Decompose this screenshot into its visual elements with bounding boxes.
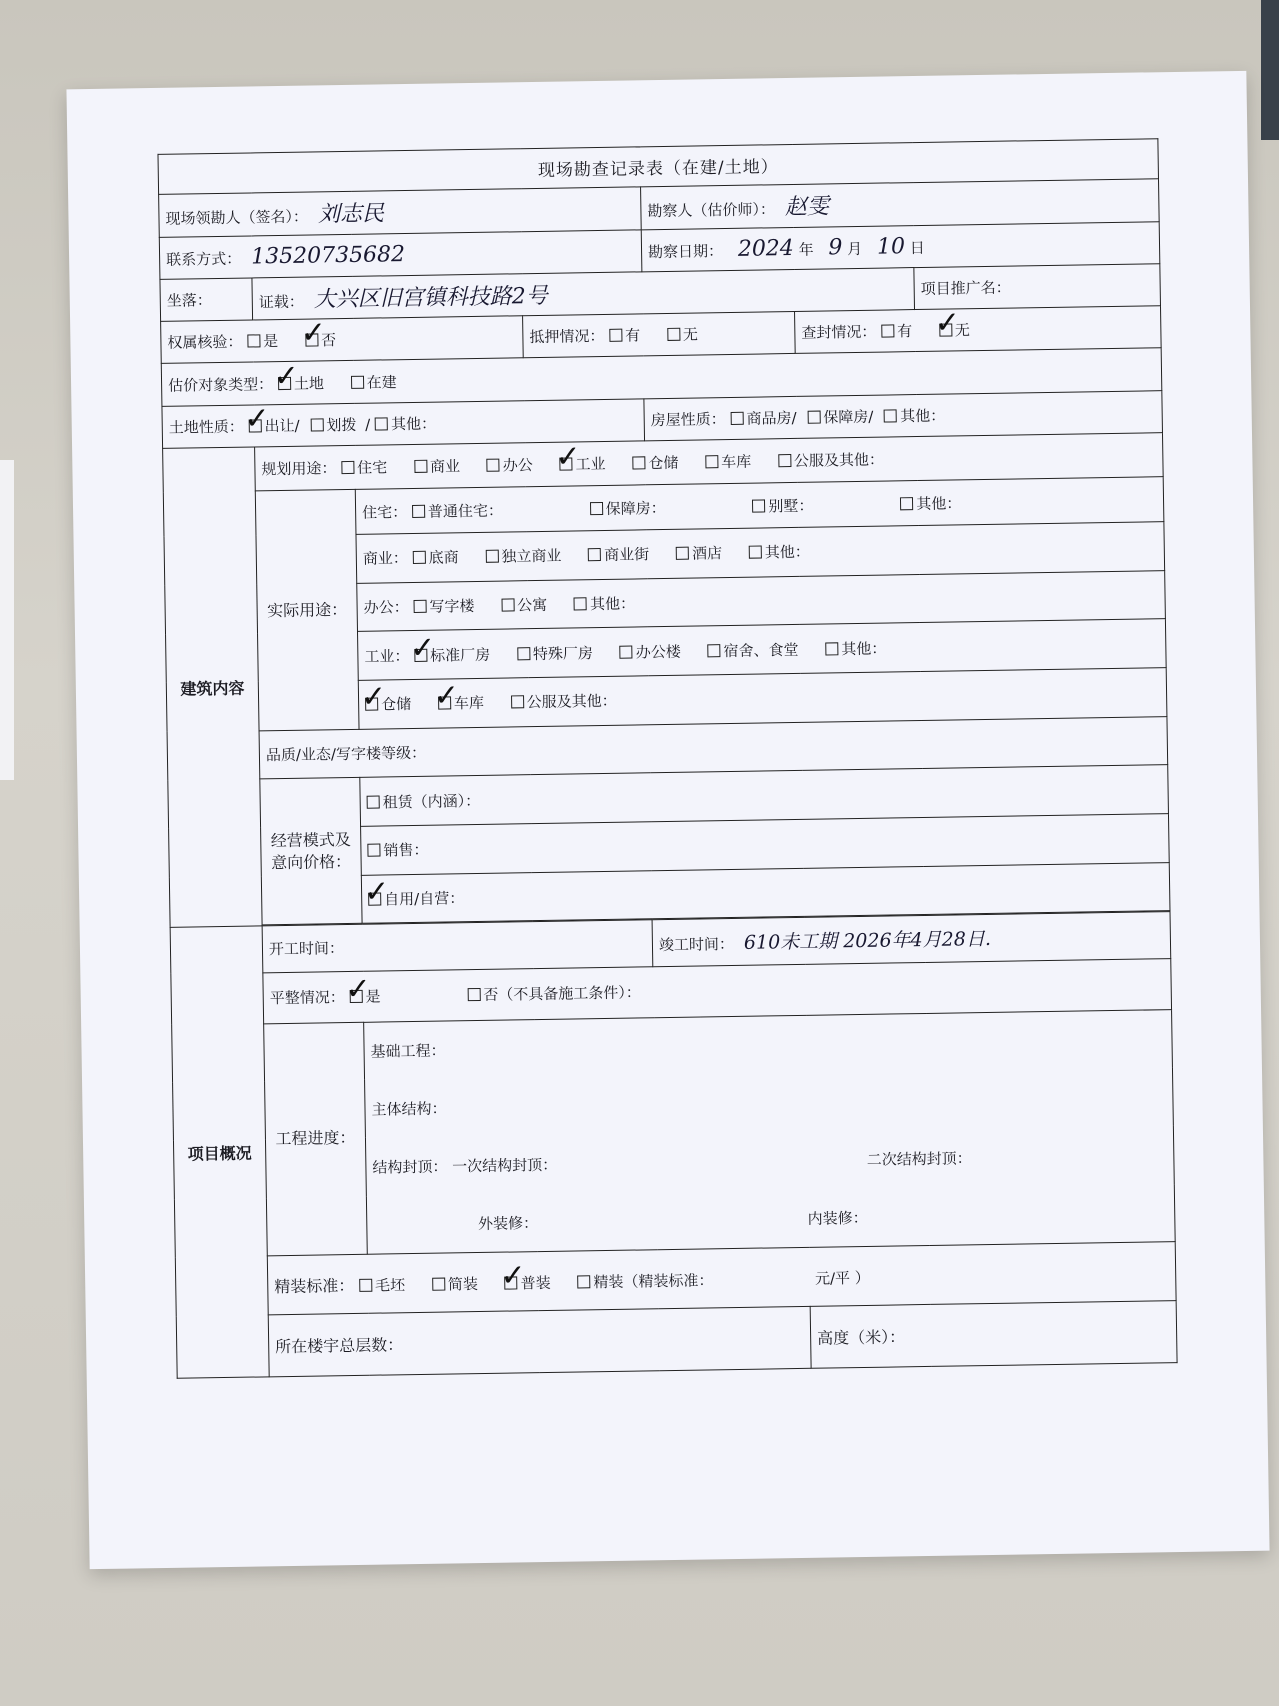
option-label: 底商 (428, 548, 459, 567)
mortgage-has-label: 有 (625, 326, 641, 345)
day-unit: 日 (909, 238, 925, 257)
end-time-field[interactable] (652, 912, 1171, 967)
rights-cell (161, 316, 524, 364)
lead-person-label: 现场领勘人（签名）： (165, 207, 309, 229)
checkbox-icon (485, 550, 498, 563)
checkbox-icon (939, 324, 952, 337)
mortgage-has-option[interactable] (609, 325, 640, 346)
residential-villa-option[interactable] (752, 494, 813, 516)
first-topping-label: 一次结构封顶： (452, 1155, 558, 1176)
finish-standard-option[interactable] (504, 1272, 550, 1294)
form-table (157, 138, 1177, 1379)
rights-no-option[interactable] (305, 329, 336, 350)
object-type-label: 估价对象类型： (167, 374, 274, 395)
rights-yes-option[interactable] (247, 330, 278, 351)
checkbox-icon (577, 1275, 590, 1288)
promo-name-label: 项目推广名： (920, 278, 1011, 298)
lead-person-cell[interactable] (159, 187, 642, 237)
checkbox-icon (349, 990, 362, 1003)
option-label: 否（不具备施工条件）： (483, 983, 641, 1005)
year-unit: 年 (798, 240, 814, 259)
finish-rough-option[interactable] (359, 1274, 405, 1296)
floors-field[interactable] (268, 1307, 811, 1377)
option-label: 公寓 (517, 595, 548, 615)
seal-cell (795, 306, 1162, 354)
checkbox-icon (749, 546, 762, 559)
option-label: 简装 (447, 1274, 479, 1294)
option-label: 办公 (502, 456, 533, 475)
office-apartment-option[interactable] (501, 594, 547, 616)
finish-fine-option[interactable] (577, 1269, 713, 1292)
survey-year: 2024 (737, 235, 795, 262)
land-nature-cell (162, 399, 645, 449)
land-nature-label: 土地性质： (168, 417, 244, 437)
start-time-label: 开工时间： (268, 939, 345, 959)
seal-none-option[interactable] (939, 319, 970, 340)
height-field[interactable] (810, 1301, 1177, 1368)
option-label: 其他： (916, 494, 962, 513)
option-label: 普装 (520, 1273, 551, 1293)
option-label: 商业 (429, 457, 461, 476)
promo-name-cell[interactable] (914, 264, 1161, 310)
planned-office-option[interactable] (487, 454, 533, 476)
option-label: 公服及其他： (793, 450, 885, 471)
option-label: 酒店 (691, 544, 723, 563)
checkbox-icon (432, 1277, 445, 1290)
checkbox-icon (807, 410, 820, 423)
interior-label: 内装修： (807, 1208, 868, 1228)
option-label: 普通住宅： (427, 501, 504, 521)
option-label: 公服及其他： (526, 691, 617, 712)
checkbox-icon (501, 598, 514, 611)
industrial-label: 工业： (364, 646, 410, 666)
house-commercial-label: 商品房/ (746, 408, 797, 428)
quality-field[interactable]: 品质/业态/写字楼等级： (259, 716, 1168, 779)
checkbox-icon (413, 551, 426, 564)
house-commercial-option[interactable] (730, 407, 796, 429)
option-label: 毛坯 (374, 1276, 406, 1295)
start-time-field[interactable] (262, 920, 653, 973)
residential-normal-option[interactable] (412, 499, 503, 521)
finish-simple-option[interactable] (432, 1273, 478, 1295)
second-topping-label: 二次结构封顶： (866, 1149, 972, 1169)
mortgage-cell (523, 312, 796, 359)
storage-option[interactable] (365, 693, 411, 715)
section-building-content: 建筑内容 (163, 447, 263, 928)
survey-form (157, 138, 1176, 1379)
industrial-standard-option[interactable] (414, 643, 490, 665)
option-label: 标准厂房 (430, 645, 491, 665)
seal-has-label: 有 (897, 322, 913, 341)
desk-background-right (1261, 0, 1279, 140)
survey-day: 10 (876, 233, 906, 260)
checkbox-icon (620, 645, 633, 658)
leveling-no-option[interactable] (467, 982, 641, 1006)
checkbox-icon (438, 697, 451, 710)
land-other-option[interactable] (375, 413, 436, 435)
option-label: 自用/自营： (384, 889, 465, 909)
actual-use-label: 实际用途： (255, 490, 359, 731)
topping-label: 结构封顶： (372, 1157, 448, 1177)
checkbox-icon (375, 417, 388, 430)
seal-none-label: 无 (954, 321, 971, 340)
option-label: 租赁（内涵）： (382, 791, 481, 811)
appraiser-signature: 赵雯 (784, 194, 830, 221)
paper-sheet (66, 71, 1269, 1569)
option-label: 是 (365, 987, 381, 1006)
house-nature-label: 房屋性质： (650, 409, 726, 430)
option-label: 其他： (764, 542, 810, 562)
checkbox-icon (368, 892, 381, 905)
option-label: 其他： (589, 594, 636, 614)
checkbox-icon (414, 648, 427, 661)
end-time-label: 竣工时间： (658, 935, 735, 955)
option-label: 工业 (575, 455, 606, 474)
commercial-street-option[interactable] (588, 543, 649, 565)
checkbox-icon (413, 600, 426, 613)
checkbox-icon (365, 698, 378, 711)
option-label: 特殊厂房 (532, 643, 594, 663)
planned-use-label: 规划用途： (261, 459, 337, 479)
lease-option[interactable] (367, 789, 481, 812)
cert-address: 大兴区旧宫镇科技路2号 (313, 283, 548, 313)
checkbox-icon (609, 329, 622, 342)
section-project-overview: 项目概况 (170, 926, 269, 1378)
rights-label: 权属核验： (167, 332, 243, 353)
commercial-standalone-option[interactable] (485, 545, 561, 567)
sale-option[interactable] (367, 839, 428, 861)
checkbox-icon (517, 647, 530, 660)
checkbox-icon (667, 328, 680, 341)
office-other-option[interactable] (574, 592, 635, 614)
self-use-option[interactable] (368, 887, 464, 910)
industrial-dorm-option[interactable] (707, 638, 798, 660)
checkbox-icon (511, 695, 524, 708)
checkbox-icon (676, 547, 689, 560)
checkbox-icon (900, 497, 913, 510)
option-label: 商业街 (604, 545, 650, 565)
residential-affordable-option[interactable] (590, 497, 666, 519)
checkbox-icon (752, 499, 765, 512)
land-other-label: 其他： (390, 414, 437, 434)
exterior-label: 外装修： (477, 1213, 539, 1233)
land-grant-option[interactable] (248, 415, 299, 437)
planned-commercial-option[interactable] (414, 455, 460, 477)
contact-label: 联系方式： (165, 249, 242, 269)
mortgage-none-option[interactable] (667, 324, 698, 345)
progress-label: 工程进度： (264, 1022, 368, 1256)
house-other-label: 其他： (900, 406, 946, 426)
option-label: 精装（精装标准： (593, 1271, 714, 1292)
commercial-street-shop-option[interactable] (412, 546, 458, 568)
checkbox-icon (778, 454, 791, 467)
planned-storage-option[interactable] (632, 452, 678, 474)
checkbox-icon (632, 457, 645, 470)
cert-label: 证载： (258, 292, 304, 312)
checkbox-icon (825, 642, 838, 655)
seal-has-option[interactable] (881, 320, 912, 341)
option-label: 住宅 (357, 458, 388, 478)
checkbox-icon (487, 459, 500, 472)
option-label: 独立商业 (501, 546, 562, 566)
checkbox-icon (247, 335, 260, 348)
appraiser-label: 勘察人（估价师）： (647, 200, 776, 221)
residential-label: 住宅： (361, 502, 408, 522)
month-unit: 月 (847, 239, 863, 258)
survey-date-label: 勘察日期： (647, 241, 724, 261)
seal-label: 查封情况： (801, 322, 877, 343)
option-label: 其他： (841, 639, 887, 658)
checkbox-icon (248, 419, 261, 432)
desk-background-left (0, 460, 14, 780)
type-building-option[interactable] (351, 371, 397, 393)
industrial-office-option[interactable] (620, 640, 681, 662)
commercial-other-option[interactable] (749, 541, 810, 563)
form-title: 现场勘查记录表（在建/土地） (158, 139, 1159, 195)
office-label: 办公： (363, 597, 409, 617)
option-label: 车库 (453, 694, 485, 713)
checkbox-icon (310, 418, 323, 431)
land-grant-label: 出让/ (264, 416, 300, 436)
floors-label: 所在楼宇总层数： (275, 1335, 404, 1357)
option-label: 销售： (383, 840, 429, 860)
checkbox-icon (505, 1276, 518, 1289)
leveling-yes-option[interactable] (349, 986, 380, 1007)
checkbox-icon (884, 409, 897, 422)
option-label: 写字楼 (429, 596, 475, 616)
office-tower-option[interactable] (413, 595, 474, 617)
checkbox-icon (359, 1279, 372, 1292)
commercial-label: 商业： (362, 549, 409, 568)
survey-month: 9 (828, 234, 843, 261)
checkbox-icon (881, 325, 894, 338)
option-label: 仓储 (381, 695, 412, 714)
land-allocate-option[interactable] (310, 414, 356, 436)
planned-residential-option[interactable] (341, 457, 387, 479)
rights-no-label: 否 (320, 331, 337, 350)
garage-option[interactable] (438, 692, 484, 714)
contact-cell[interactable] (159, 229, 642, 279)
checkbox-icon (341, 461, 354, 474)
finish-price-unit: 元/平 ） (814, 1268, 870, 1288)
main-structure-label: 主体结构： (371, 1099, 447, 1119)
checkbox-icon (305, 334, 318, 347)
planned-garage-option[interactable] (705, 451, 751, 473)
height-label: 高度（米）： (817, 1327, 906, 1348)
industrial-other-option[interactable] (825, 637, 886, 659)
checkbox-icon (588, 548, 601, 561)
checkbox-icon (590, 502, 603, 515)
leveling-label: 平整情况： (269, 988, 345, 1008)
public-service-option[interactable] (511, 690, 617, 713)
type-building-label: 在建 (366, 372, 397, 392)
checkbox-icon (730, 412, 743, 425)
end-time-value: 610未工期 2026年4月28日. (743, 928, 992, 955)
type-land-option[interactable] (278, 372, 324, 394)
option-label: 仓储 (648, 454, 679, 473)
type-land-label: 土地 (293, 373, 325, 393)
checkbox-icon (278, 376, 291, 389)
foundation-label: 基础工程： (370, 1041, 446, 1061)
house-affordable-option[interactable] (807, 406, 873, 428)
mortgage-label: 抵押情况： (529, 327, 605, 347)
location-label: 坐落： (160, 278, 253, 322)
finish-label: 精装标准： (274, 1275, 355, 1297)
planned-public-option[interactable] (778, 449, 884, 472)
option-label: 车库 (721, 452, 752, 472)
commercial-hotel-option[interactable] (676, 542, 722, 564)
checkbox-icon (351, 375, 364, 388)
rights-yes-label: 是 (263, 332, 279, 351)
checkbox-icon (414, 460, 427, 473)
checkbox-icon (705, 455, 718, 468)
land-separator: / (365, 415, 371, 434)
checkbox-icon (559, 458, 572, 471)
planned-industrial-option[interactable] (559, 453, 605, 475)
checkbox-icon (367, 844, 380, 857)
contact-phone: 13520735682 (250, 241, 406, 270)
option-label: 别墅： (768, 496, 814, 516)
mortgage-none-label: 无 (682, 325, 699, 344)
checkbox-icon (707, 644, 720, 657)
business-mode-label: 经营模式及意向价格： (260, 778, 362, 926)
checkbox-icon (412, 504, 425, 517)
industrial-special-option[interactable] (517, 642, 593, 664)
option-label: 宿舍、食堂 (723, 640, 799, 660)
option-label: 保障房： (605, 498, 666, 518)
checkbox-icon (574, 597, 587, 610)
checkbox-icon (467, 988, 480, 1001)
land-allocate-label: 划拨 (326, 415, 357, 435)
residential-other-option[interactable] (900, 492, 961, 514)
lead-person-signature: 刘志民 (317, 201, 385, 228)
checkbox-icon (367, 795, 380, 808)
house-affordable-label: 保障房/ (823, 407, 874, 427)
option-label: 办公楼 (635, 642, 681, 662)
house-other-option[interactable] (884, 405, 945, 427)
